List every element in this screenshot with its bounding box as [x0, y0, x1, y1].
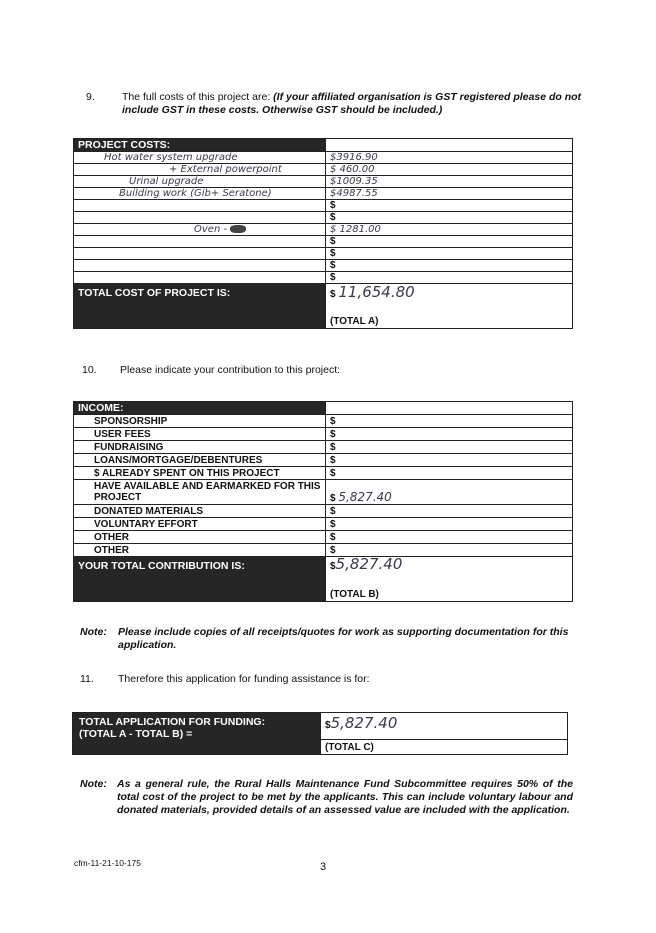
- total-a-caption: (TOTAL A): [330, 316, 379, 327]
- cost-item-10: [74, 260, 326, 272]
- cost-amount-2: $ 460.00: [326, 164, 573, 176]
- cost-item-3: Urinal upgrade: [74, 176, 326, 188]
- question-10-number: 10.: [82, 364, 97, 376]
- cost-amount-11: $: [326, 272, 573, 284]
- income-currency-3: $: [330, 442, 336, 453]
- total-b-value: 5,827.40: [335, 556, 403, 573]
- cost-item-6: [74, 212, 326, 224]
- footer-code: cfm-11-21-10-175: [74, 858, 141, 868]
- income-currency-6: $: [330, 493, 336, 504]
- cost-amount-10: $: [326, 260, 573, 272]
- total-b-cell: [326, 557, 573, 602]
- total-c-caption: (TOTAL C): [325, 742, 374, 753]
- income-amount-4: [326, 454, 573, 467]
- note-2-label: Note:: [80, 778, 107, 790]
- total-contribution-label: YOUR TOTAL CONTRIBUTION IS:: [74, 557, 326, 602]
- scribble-mark: [230, 225, 246, 233]
- income-amount-2: [326, 428, 573, 441]
- income-label-4: LOANS/MORTGAGE/DEBENTURES: [74, 454, 326, 467]
- income-currency-5: $: [330, 468, 336, 479]
- income-amount-3: [326, 441, 573, 454]
- cost-item-8: [74, 236, 326, 248]
- income-amount-6: [326, 480, 573, 505]
- cost-amount-4: $4987.55: [326, 188, 573, 200]
- total-c-cell: [320, 713, 567, 754]
- cost-amount-6: $: [326, 212, 573, 224]
- income-label-5: $ ALREADY SPENT ON THIS PROJECT: [74, 467, 326, 480]
- income-currency-10: $: [330, 545, 336, 556]
- income-currency-4: $: [330, 455, 336, 466]
- question-9-number: 9.: [86, 91, 95, 103]
- income-header: INCOME:: [74, 402, 326, 415]
- income-currency-7: $: [330, 506, 336, 517]
- cost-amount-1: $3916.90: [326, 152, 573, 164]
- page-number: 3: [320, 861, 327, 873]
- income-label-2: USER FEES: [74, 428, 326, 441]
- total-cost-label: TOTAL COST OF PROJECT IS:: [74, 284, 326, 329]
- cost-item-7-text: Oven -: [194, 224, 228, 235]
- question-9-text: [122, 91, 587, 117]
- income-amount-8: [326, 518, 573, 531]
- income-label-7: DONATED MATERIALS: [74, 505, 326, 518]
- question-9-label: The full costs of this project are:: [122, 91, 271, 103]
- application-label-line-1: TOTAL APPLICATION FOR FUNDING:: [79, 716, 266, 728]
- income-amount-1: [326, 415, 573, 428]
- application-label: [73, 713, 320, 754]
- income-currency-8: $: [330, 519, 336, 530]
- income-amount-10: [326, 544, 573, 557]
- total-c-value: 5,827.40: [330, 714, 398, 732]
- cost-amount-5: $: [326, 200, 573, 212]
- question-11-number: 11.: [80, 673, 94, 685]
- gst-note: (If your affiliated organisation is GST registered please do not include GST in these costs. Otherwise GST should be included.): [122, 91, 582, 116]
- project-costs-table: [73, 138, 573, 329]
- income-label-6: HAVE AVAILABLE AND EARMARKED FOR THIS PROJECT: [74, 480, 326, 505]
- cost-amount-3: $1009.35: [326, 176, 573, 188]
- cost-item-9: [74, 248, 326, 260]
- total-c-currency: $: [325, 720, 331, 731]
- income-label-3: FUNDRAISING: [74, 441, 326, 454]
- note-1-label: Note:: [80, 626, 107, 638]
- income-label-9: OTHER: [74, 531, 326, 544]
- income-amount-9: [326, 531, 573, 544]
- income-amount-7: [326, 505, 573, 518]
- income-currency-1: $: [330, 416, 336, 427]
- cost-item-7: [74, 224, 326, 236]
- cost-item-5: [74, 200, 326, 212]
- cost-item-11: [74, 272, 326, 284]
- income-amount-5: [326, 467, 573, 480]
- total-b-caption: (TOTAL B): [330, 589, 379, 600]
- income-label-1: SPONSORSHIP: [74, 415, 326, 428]
- total-b-currency: $: [330, 561, 336, 572]
- cost-item-2: + External powerpoint: [74, 164, 326, 176]
- question-11-text: Therefore this application for funding assistance is for:: [118, 673, 370, 685]
- cost-item-4: Building work (Gib+ Seratone): [74, 188, 326, 200]
- total-a-cell: [326, 284, 573, 329]
- income-value-6: 5,827.40: [338, 490, 392, 504]
- application-label-line-2: (TOTAL A - TOTAL B) =: [79, 728, 193, 740]
- income-label-8: VOLUNTARY EFFORT: [74, 518, 326, 531]
- cost-amount-9: $: [326, 248, 573, 260]
- cost-item-1: Hot water system upgrade: [74, 152, 326, 164]
- total-a-value: 11,654.80: [338, 283, 415, 301]
- income-table: [73, 401, 573, 602]
- note-1-text: Please include copies of all receipts/quotes for work as supporting documentation for this application.: [118, 626, 569, 651]
- application-total-box: [72, 712, 568, 755]
- total-a-currency: $: [330, 289, 336, 300]
- income-label-10: OTHER: [74, 544, 326, 557]
- project-costs-header: PROJECT COSTS:: [74, 139, 326, 152]
- cost-amount-8: $: [326, 236, 573, 248]
- income-currency-2: $: [330, 429, 336, 440]
- income-currency-9: $: [330, 532, 336, 543]
- note-2-text: As a general rule, the Rural Halls Maintenance Fund Subcommittee requires 50% of the total cost of the project to be met by the applicants. This can include voluntary labour and donated materials, provided details of an assessed value are included with the application.: [117, 778, 573, 816]
- question-10-text: Please indicate your contribution to this project:: [120, 364, 341, 376]
- cost-amount-7: $ 1281.00: [326, 224, 573, 236]
